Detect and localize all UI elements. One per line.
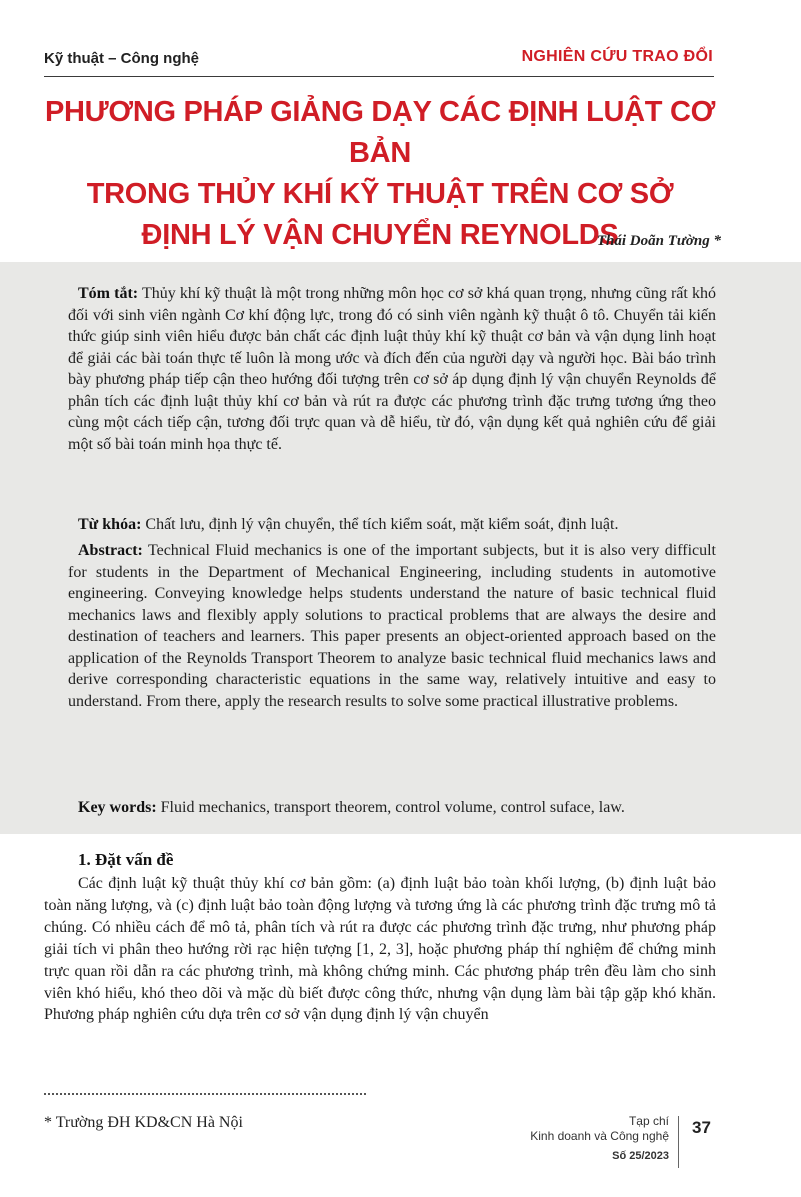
abstract-en-label: Abstract: [78,542,143,559]
journal-issue: Số 25/2023 [612,1150,669,1162]
journal-info [530,1114,669,1164]
section-heading: 1. Đặt vấn đề [78,850,174,869]
journal-name: Kinh doanh và Công nghệ [530,1129,669,1143]
footnote-divider [44,1093,366,1095]
article-title [30,92,730,256]
abstract-en-text: Technical Fluid mechanics is one of the important subjects, but it is also very difficult for students in the Department of Mechanical Engineering, including students in automotive engineering. Conveying knowledge helps students understand the nature of basic technical fluid mechanics laws and flexibly apply solutions to practical problems that are always the desire and destination of teachers and learners. This paper presents an object-oriented approach based on the application of the Reynolds Transport Theorem to analyze basic technical fluid mechanics laws and derive corresponding characteristic equations in the same way, relatively intuitive and easy to understand. From there, apply the research results to solve some practical illustrative problems. [68,542,716,710]
abstract-english [68,540,716,712]
keywords-english [68,797,716,819]
page-number: 37 [692,1118,711,1137]
keywords-vn-label: Từ khóa: [78,516,142,533]
keywords-vietnamese [68,514,716,536]
journal-divider [678,1116,679,1168]
header-divider [44,76,714,77]
keywords-en-label: Key words: [78,799,157,816]
author-name: Thái Doãn Tường * [596,233,721,249]
keywords-vn-text: Chất lưu, định lý vận chuyển, thể tích kiểm soát, mặt kiểm soát, định luật. [141,516,619,533]
title-line: PHƯƠNG PHÁP GIẢNG DẠY CÁC ĐỊNH LUẬT CƠ BẢN [44,96,716,169]
running-header-section: Kỹ thuật – Công nghệ [44,50,199,67]
keywords-en-text: Fluid mechanics, transport theorem, control volume, control suface, law. [156,799,625,816]
journal-label: Tạp chí [628,1114,669,1128]
abstract-vn-text: Thủy khí kỹ thuật là một trong những môn học cơ sở khá quan trọng, nhưng cũng rất khó đối với sinh viên ngành Cơ khí động lực, trong đó có sinh viên ngành kỹ thuật ô tô. Chuyển tải kiến thức giúp sinh viên hiểu được bản chất các định luật thủy khí kỹ thuật cơ bản và vận dụng linh hoạt để giải các bài toán thực tế luôn là mong ước và đích đến của người dạy và người học. Bài báo trình bày phương pháp tiếp cận theo hướng đối tượng trên cơ sở áp dụng định lý vận chuyển Reynolds để phân tích các định luật thủy khí cơ bản và rút ra được các phương trình đặc trưng tương ứng theo cùng một cách tiếp cận, tương đối trực quan và dễ hiểu, từ đó, vận dụng kết quả nghiên cứu để giải một số bài toán minh họa thực tế. [68,285,716,453]
title-line: TRONG THỦY KHÍ KỸ THUẬT TRÊN CƠ SỞ [86,178,674,210]
title-line: ĐỊNH LÝ VẬN CHUYỂN REYNOLDS [141,219,619,251]
author-affiliation-footnote: * Trường ĐH KD&CN Hà Nội [44,1114,243,1131]
abstract-vietnamese [68,283,716,455]
abstract-vn-label: Tóm tắt: [78,285,139,302]
running-header-category: NGHIÊN CỨU TRAO ĐỔI [521,48,713,65]
section-body-text: Các định luật kỹ thuật thủy khí cơ bản gồm: (a) định luật bảo toàn khối lượng, (b) định luật bảo toàn năng lượng, và (c) định luật bảo toàn động lượng và tương ứng là các phương trình đặc trưng mô tả chúng. Có nhiều cách để mô tả, phân tích và rút ra được các phương trình đặc trưng, như phương pháp giải tích vi phân theo hướng rời rạc hiện tượng [1, 2, 3], hoặc phương pháp thí nghiệm để chứng minh trực quan rồi dẫn ra các phương trình, mà không chứng minh. Các phương pháp trên đều làm cho sinh viên khó hiểu, khó theo dõi và mặc dù biết được công thức, nhưng vận dụng làm bài tập gặp khó khăn. Phương pháp nghiên cứu dựa trên cơ sở vận dụng định lý vận chuyển [44,875,716,1024]
